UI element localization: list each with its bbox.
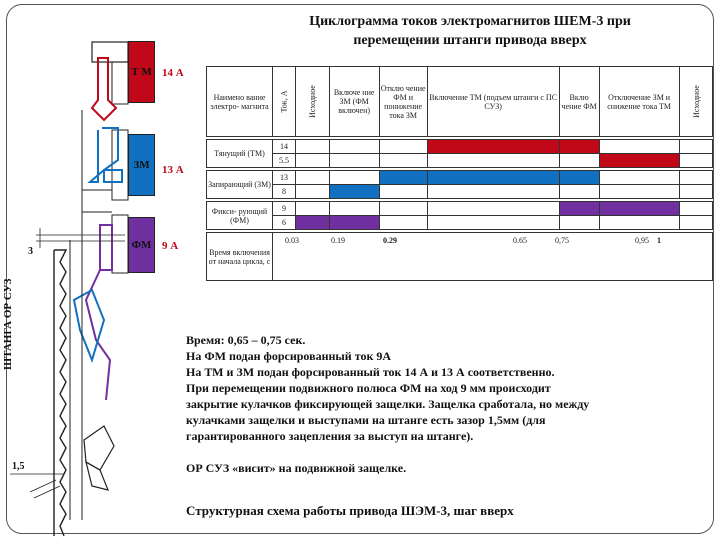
tm-low-bar xyxy=(599,154,679,168)
header-col1: Включе ние ЗМ (ФМ включен) xyxy=(329,67,379,137)
header-current: Ток, А xyxy=(273,67,296,137)
rod-label: ШТАНГА ОР СУЗ xyxy=(2,278,14,370)
row-value: 14 xyxy=(273,140,296,154)
zm-low-bar xyxy=(329,185,379,199)
current-zm: 13 А xyxy=(162,164,184,176)
time-value: 0,95 xyxy=(635,236,649,245)
cyclogram-table xyxy=(206,66,713,281)
row-value: 6 xyxy=(273,216,296,230)
zm-high-bar xyxy=(559,171,599,185)
text-line: Время: 0,65 – 0,75 сек. xyxy=(186,333,306,347)
header-initial: Исходное xyxy=(295,67,329,137)
header-col4: Вклю чение ФМ xyxy=(559,67,599,137)
row-value: 13 xyxy=(273,171,296,185)
coil-fm: ФМ xyxy=(128,217,155,273)
fm-high-bar xyxy=(599,202,679,216)
header-row xyxy=(207,67,713,137)
footer-caption: Структурная схема работы привода ШЭМ-3, шаг вверх xyxy=(186,503,514,518)
row-value: 8 xyxy=(273,185,296,199)
time-value: 1 xyxy=(657,236,661,245)
text-line: гарантированного зацепления за выступ на штанге). xyxy=(186,429,474,443)
zm-high-bar xyxy=(379,171,427,185)
current-fm: 9 А xyxy=(162,240,179,252)
table-row xyxy=(207,171,713,185)
text-line: На ФМ подан форсированный ток 9А xyxy=(186,349,392,363)
row-name-zm: Запирающий (ЗМ) xyxy=(207,171,273,199)
time-values xyxy=(273,233,713,281)
fm-low-bar xyxy=(295,216,329,230)
current-tm: 14 А xyxy=(162,67,184,79)
text-line: закрытие кулачков фиксирующей защелки. Защелка сработала, но между xyxy=(186,397,590,411)
dimension-3-label: 3 xyxy=(28,246,33,257)
table-row xyxy=(207,185,713,199)
time-value: 0.65 xyxy=(513,236,527,245)
table-row xyxy=(207,154,713,168)
zm-high-bar xyxy=(427,171,559,185)
dimension-1-5-label: 1,5 xyxy=(12,461,25,472)
fm-high-bar xyxy=(559,202,599,216)
time-value: 0.03 xyxy=(285,236,299,245)
header-col3: Включение ТМ (подъем штанги с ПС СУЗ) xyxy=(427,67,559,137)
header-col5: Отключение ЗМ и снижение тока ТМ xyxy=(599,67,679,137)
coil-tm: Т М xyxy=(128,41,155,103)
coil-zm: ЗМ xyxy=(128,134,155,196)
table-row xyxy=(207,202,713,216)
tm-high-bar xyxy=(427,140,559,154)
time-label: Время включения от начала цикла, с xyxy=(207,233,273,281)
table-row xyxy=(207,140,713,154)
fm-low-bar xyxy=(329,216,379,230)
header-final: Исходное xyxy=(679,67,713,137)
header-col2: Отклю чение ФМ и понижение тока ЗМ xyxy=(379,67,427,137)
text-line: При перемещении подвижного полюса ФМ на ход 9 мм происходит xyxy=(186,381,551,395)
row-name-tm: Тянущий (ТМ) xyxy=(207,140,273,168)
mechanism-drawing xyxy=(0,0,190,540)
time-value: 0.19 xyxy=(331,236,345,245)
time-value: 0.29 xyxy=(383,236,397,245)
table-row xyxy=(207,216,713,230)
row-value: 9 xyxy=(273,202,296,216)
text-line: кулачками защелки и выступами на штанге есть зазор 1,5мм (для xyxy=(186,413,546,427)
row-value: 5.5 xyxy=(273,154,296,168)
description-text xyxy=(186,332,589,476)
text-line: ОР СУЗ «висит» на подвижной защелке. xyxy=(186,461,407,475)
row-name-fm: Фикси- рующий (ФМ) xyxy=(207,202,273,230)
text-line: На ТМ и ЗМ подан форсированный ток 14 А и 13 А соответственно. xyxy=(186,365,555,379)
time-row xyxy=(207,233,713,281)
tm-high-bar xyxy=(559,140,599,154)
time-value: 0,75 xyxy=(555,236,569,245)
header-name: Наимено вание электро- магнита xyxy=(207,67,273,137)
diagram-title: Циклограмма токов электромагнитов ШЕМ-3 при перемещении штанги привода вверх xyxy=(309,14,631,48)
